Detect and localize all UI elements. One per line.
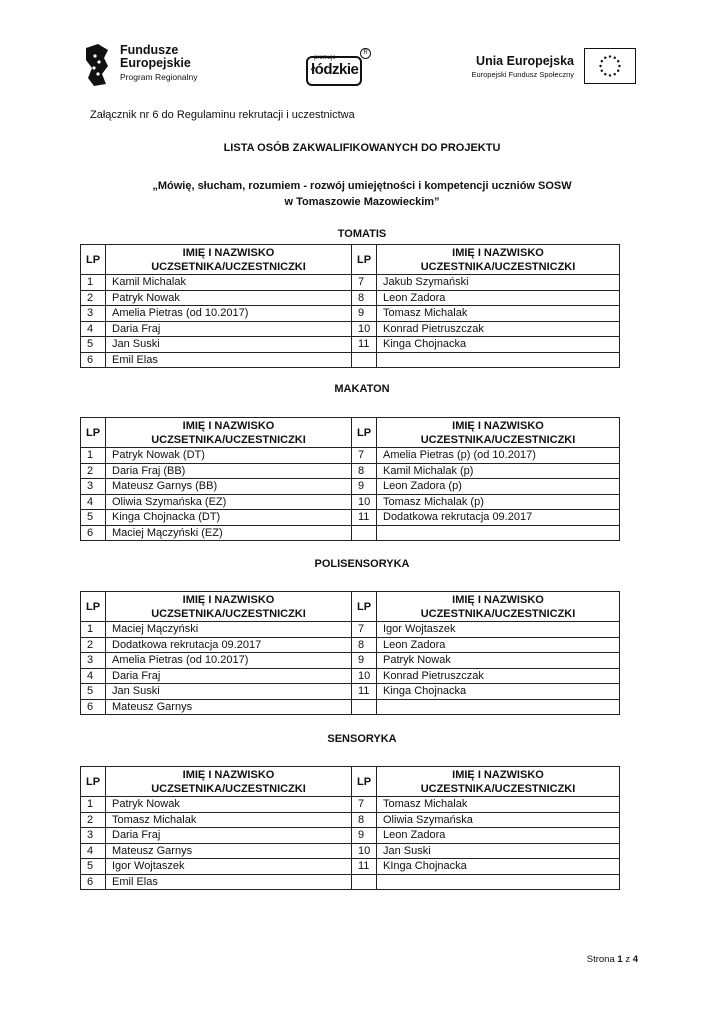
- lp-header: LP: [352, 767, 377, 797]
- table-cell: Mateusz Garnys: [106, 699, 352, 715]
- table-cell: Patryk Nowak: [106, 797, 352, 813]
- name-header-2: [377, 418, 620, 448]
- table-row: [81, 637, 620, 653]
- table-cell: 3: [81, 653, 106, 669]
- lp-header: LP: [352, 245, 377, 275]
- name-header-2-line2: UCZESTNIKA/UCZESTNICZKI: [420, 433, 576, 446]
- table-header-row: [81, 245, 620, 275]
- table-row: [81, 653, 620, 669]
- table-cell: Patryk Nowak: [377, 653, 620, 669]
- table-cell: Daria Fraj (BB): [106, 463, 352, 479]
- table-row: [81, 275, 620, 291]
- table-cell: 4: [81, 668, 106, 684]
- table-cell: 4: [81, 843, 106, 859]
- table-cell: 9: [352, 828, 377, 844]
- table-cell: 10: [352, 668, 377, 684]
- table-cell: 4: [81, 494, 106, 510]
- fe-line3: Program Regionalny: [120, 72, 198, 82]
- table-cell: Patryk Nowak: [106, 290, 352, 306]
- table-cell: Daria Fraj: [106, 828, 352, 844]
- lodz-small-text: promuje: [314, 55, 336, 61]
- table-cell: Emil Elas: [106, 874, 352, 890]
- subtitle-line2: w Tomaszowie Mazowieckim”: [284, 196, 440, 208]
- table-cell: 11: [352, 859, 377, 875]
- table-cell: Mateusz Garnys (BB): [106, 479, 352, 495]
- table-cell: Oliwia Szymańska: [377, 812, 620, 828]
- lodz-big-text: łódzkie: [311, 61, 359, 78]
- fe-line1: Fundusze: [120, 43, 179, 57]
- table-cell: 2: [81, 463, 106, 479]
- fundusze-europejskie-logo: [84, 40, 209, 96]
- table-cell: 11: [352, 337, 377, 353]
- participants-table: [80, 766, 620, 890]
- table-row: [81, 479, 620, 495]
- lp-header: LP: [81, 767, 106, 797]
- lp-header: LP: [81, 245, 106, 275]
- table-cell: Kamil Michalak (p): [377, 463, 620, 479]
- table-row: [81, 290, 620, 306]
- table-cell: 7: [352, 275, 377, 291]
- table-cell: [377, 352, 620, 368]
- name-header: IMIĘ I NAZWISKO UCZSETNIKA/UCZESTNICZKI: [106, 592, 352, 622]
- table-header-row: [81, 767, 620, 797]
- table-cell: Dodatkowa rekrutacja 09.2017: [106, 637, 352, 653]
- registered-icon: R: [360, 48, 371, 59]
- footer-sep: z: [625, 954, 631, 965]
- table-cell: Daria Fraj: [106, 668, 352, 684]
- lp-header: LP: [81, 592, 106, 622]
- table-row: [81, 494, 620, 510]
- table-row: [81, 622, 620, 638]
- name-header-2-line2: UCZESTNIKA/UCZESTNICZKI: [420, 260, 576, 273]
- table-cell: 10: [352, 321, 377, 337]
- table-cell: Jan Suski: [106, 684, 352, 700]
- table-row: [81, 828, 620, 844]
- table-cell: 6: [81, 699, 106, 715]
- table-row: [81, 797, 620, 813]
- name-header-2-line2: UCZESTNIKA/UCZESTNICZKI: [420, 782, 576, 795]
- table-cell: Mateusz Garnys: [106, 843, 352, 859]
- table-cell: [352, 874, 377, 890]
- table-cell: 10: [352, 843, 377, 859]
- table-row: [81, 874, 620, 890]
- lp-header: LP: [81, 418, 106, 448]
- table-cell: Tomasz Michalak: [377, 797, 620, 813]
- annex-note: Załącznik nr 6 do Regulaminu rekrutacji i uczestnictwa: [90, 109, 355, 121]
- table-row: [81, 337, 620, 353]
- table-cell: [352, 525, 377, 541]
- table-cell: Kamil Michalak: [106, 275, 352, 291]
- fe-flag-icon: [84, 42, 110, 88]
- table-cell: Tomasz Michalak (p): [377, 494, 620, 510]
- table-cell: 2: [81, 637, 106, 653]
- table-cell: Daria Fraj: [106, 321, 352, 337]
- table-cell: Jan Suski: [106, 337, 352, 353]
- table-header-row: [81, 418, 620, 448]
- table-cell: 8: [352, 812, 377, 828]
- table-cell: Maciej Mączyński (EZ): [106, 525, 352, 541]
- table-row: [81, 306, 620, 322]
- name-header-2-line1: IMIĘ I NAZWISKO: [452, 419, 544, 432]
- table-cell: 8: [352, 290, 377, 306]
- table-cell: 6: [81, 874, 106, 890]
- name-header-2-line1: IMIĘ I NAZWISKO: [452, 246, 544, 259]
- eu-flag-icon: [584, 48, 636, 84]
- table-cell: Kinga Chojnacka: [377, 337, 620, 353]
- name-header-2: [377, 245, 620, 275]
- table-cell: 5: [81, 510, 106, 526]
- table-cell: 9: [352, 653, 377, 669]
- table-cell: Kinga Chojnacka (DT): [106, 510, 352, 526]
- table-cell: 4: [81, 321, 106, 337]
- table-cell: 6: [81, 352, 106, 368]
- table-cell: 7: [352, 797, 377, 813]
- table-row: [81, 352, 620, 368]
- document-title: LISTA OSÓB ZAKWALIFIKOWANYCH DO PROJEKTU: [223, 142, 501, 154]
- table-cell: Patryk Nowak (DT): [106, 448, 352, 464]
- subtitle-line1: „Mówię, słucham, rozumiem - rozwój umiejętności i kompetencji uczniów SOSW: [152, 180, 572, 192]
- table-cell: 1: [81, 797, 106, 813]
- table-cell: 5: [81, 684, 106, 700]
- table-cell: 9: [352, 479, 377, 495]
- section-title: TOMATIS: [337, 228, 387, 240]
- footer-page: 1: [617, 954, 623, 965]
- footer-prefix: Strona: [586, 954, 615, 965]
- table-row: [81, 859, 620, 875]
- table-cell: Emil Elas: [106, 352, 352, 368]
- project-subtitle: [0, 178, 724, 210]
- table-cell: [352, 699, 377, 715]
- table-cell: 1: [81, 275, 106, 291]
- name-header-2-line1: IMIĘ I NAZWISKO: [452, 768, 544, 781]
- table-row: [81, 699, 620, 715]
- table-cell: Tomasz Michalak: [377, 306, 620, 322]
- table-row: [81, 321, 620, 337]
- table-cell: Amelia Pietras (od 10.2017): [106, 306, 352, 322]
- table-cell: Maciej Mączyński: [106, 622, 352, 638]
- table-cell: Dodatkowa rekrutacja 09.2017: [377, 510, 620, 526]
- table-row: [81, 463, 620, 479]
- table-cell: 3: [81, 828, 106, 844]
- table-cell: 8: [352, 463, 377, 479]
- table-cell: 1: [81, 448, 106, 464]
- participants-table: [80, 591, 620, 715]
- table-cell: [377, 699, 620, 715]
- table-cell: 10: [352, 494, 377, 510]
- promuje-lodzkie-logo: [306, 52, 366, 88]
- section-title: SENSORYKA: [327, 733, 397, 745]
- footer-total: 4: [632, 954, 638, 965]
- name-header: IMIĘ I NAZWISKO UCZSETNIKA/UCZESTNICZKI: [106, 418, 352, 448]
- name-header-2-line1: IMIĘ I NAZWISKO: [452, 593, 544, 606]
- table-cell: 1: [81, 622, 106, 638]
- table-cell: Leon Zadora: [377, 828, 620, 844]
- table-cell: 8: [352, 637, 377, 653]
- name-header-2-line2: UCZESTNIKA/UCZESTNICZKI: [420, 607, 576, 620]
- table-row: [81, 525, 620, 541]
- name-header-2: [377, 767, 620, 797]
- lp-header: LP: [352, 418, 377, 448]
- table-cell: 7: [352, 622, 377, 638]
- table-row: [81, 684, 620, 700]
- section-title: MAKATON: [334, 383, 390, 395]
- table-cell: Tomasz Michalak: [106, 812, 352, 828]
- table-cell: [377, 525, 620, 541]
- table-cell: 5: [81, 859, 106, 875]
- table-cell: 3: [81, 306, 106, 322]
- table-row: [81, 812, 620, 828]
- table-cell: Konrad Pietruszczak: [377, 321, 620, 337]
- table-cell: Jakub Szymański: [377, 275, 620, 291]
- table-cell: Amelia Pietras (od 10.2017): [106, 653, 352, 669]
- table-cell: Jan Suski: [377, 843, 620, 859]
- table-cell: 2: [81, 812, 106, 828]
- table-header-row: [81, 592, 620, 622]
- table-cell: KInga Chojnacka: [377, 859, 620, 875]
- table-cell: Igor Wojtaszek: [106, 859, 352, 875]
- table-cell: 9: [352, 306, 377, 322]
- table-cell: Konrad Pietruszczak: [377, 668, 620, 684]
- table-cell: Leon Zadora: [377, 290, 620, 306]
- section-title: POLISENSORYKA: [314, 558, 410, 570]
- table-cell: [352, 352, 377, 368]
- page-footer: [587, 954, 638, 965]
- table-cell: [377, 874, 620, 890]
- table-row: [81, 668, 620, 684]
- table-cell: Amelia Pietras (p) (od 10.2017): [377, 448, 620, 464]
- table-row: [81, 510, 620, 526]
- table-cell: Igor Wojtaszek: [377, 622, 620, 638]
- fe-line2: Europejskie: [120, 56, 191, 70]
- lp-header: LP: [352, 592, 377, 622]
- table-cell: Leon Zadora: [377, 637, 620, 653]
- page-header: [84, 38, 644, 98]
- participants-table: [80, 417, 620, 541]
- table-cell: 11: [352, 684, 377, 700]
- table-cell: Oliwia Szymańska (EZ): [106, 494, 352, 510]
- name-header: IMIĘ I NAZWISKO UCZSETNIKA/UCZESTNICZKI: [106, 245, 352, 275]
- eu-line1: Unia Europejska: [476, 54, 574, 68]
- table-cell: 7: [352, 448, 377, 464]
- eu-text-logo: [456, 54, 574, 79]
- table-cell: Kinga Chojnacka: [377, 684, 620, 700]
- table-cell: 5: [81, 337, 106, 353]
- table-cell: 3: [81, 479, 106, 495]
- participants-table: [80, 244, 620, 368]
- table-cell: 2: [81, 290, 106, 306]
- eu-line2: Europejski Fundusz Społeczny: [471, 70, 574, 79]
- table-cell: 11: [352, 510, 377, 526]
- table-cell: 6: [81, 525, 106, 541]
- table-row: [81, 843, 620, 859]
- name-header: IMIĘ I NAZWISKO UCZSETNIKA/UCZESTNICZKI: [106, 767, 352, 797]
- table-cell: Leon Zadora (p): [377, 479, 620, 495]
- name-header-2: [377, 592, 620, 622]
- table-row: [81, 448, 620, 464]
